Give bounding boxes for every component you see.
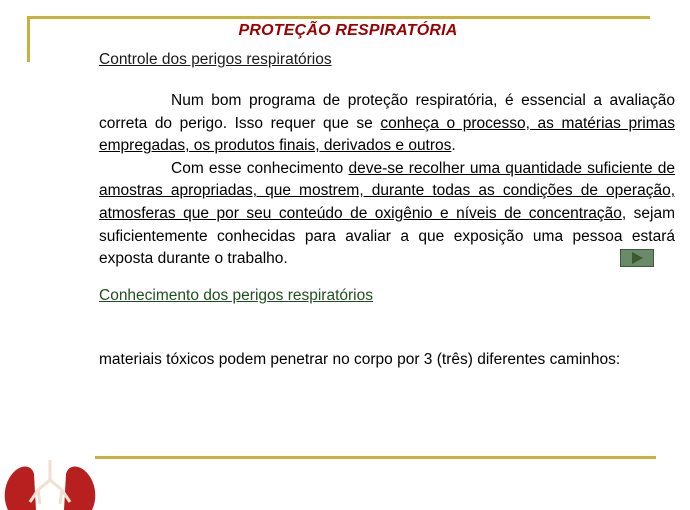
paragraph-2-text: Com esse conhecimento: [171, 159, 349, 177]
lungs-icon: [0, 458, 100, 510]
paragraph-1-text: Num bom programa de proteção respiratória, é essencial a avaliação correta do perigo. Isso requer que se: [99, 92, 675, 132]
paragraph-2-underlined: deve-se recolher uma quantidade suficiente de amostras apropriadas, que mostrem, durante todas as condições de operação, atmosferas que por seu conteúdo de oxigênio e níveis de concentração: [99, 159, 676, 222]
play-arrow-icon: [632, 252, 643, 264]
section-heading-knowledge: Conhecimento dos perigos respiratórios: [99, 287, 373, 304]
slide-title: PROTEÇÃO RESPIRATÓRIA: [238, 22, 458, 39]
section-body-knowledge: materiais tóxicos podem penetrar no corpo por 3 (três) diferentes caminhos:: [99, 351, 621, 368]
paragraph-1-end: .: [451, 137, 456, 155]
frame-left-line: [27, 16, 30, 62]
frame-bottom-line: [95, 456, 656, 459]
section-heading-control: Controle dos perigos respiratórios: [99, 51, 332, 68]
paragraph-1-underlined: conheça o processo, as matérias primas empregadas, os produtos finais, derivados e outros: [99, 114, 675, 155]
paragraph-2-end: , sejam suficientemente conhecidas para avaliar a que exposição uma pessoa estará exposta durante o trabalho.: [99, 204, 676, 268]
section-body-control: [99, 90, 675, 271]
next-slide-button[interactable]: [620, 249, 654, 267]
frame-top-line: [27, 16, 650, 19]
